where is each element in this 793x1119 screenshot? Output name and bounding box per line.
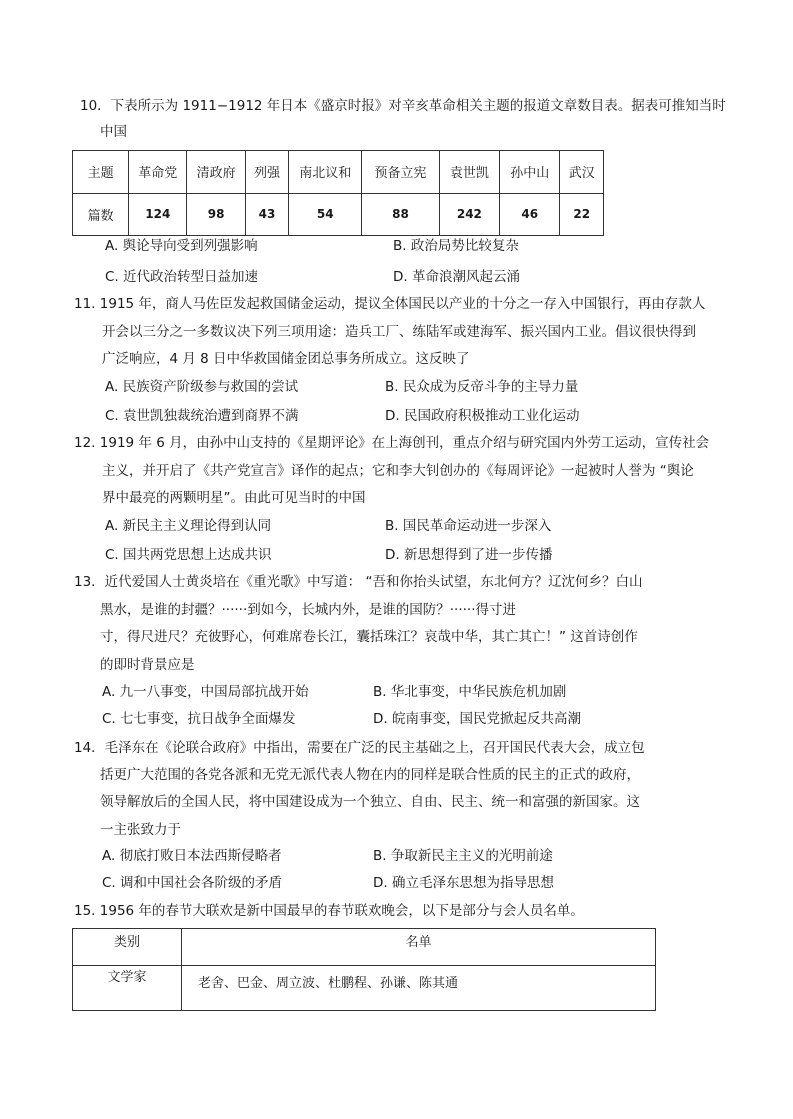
- q14-stem-line-1: 14．毛泽东在《论联合政府》中指出，需要在广泛的民主基础之上，召开国民代表大会，成立包: [74, 740, 645, 756]
- q13-stem-line-1: 13．近代爱国人士黄炎培在《重光歌》中写道： “吾和你抬头试望，东北何方？辽沈何乡？白山: [74, 574, 643, 590]
- q10-header-cell: 孙中山: [500, 151, 560, 194]
- q14-option-d: D. 确立毛泽东思想为指导思想: [373, 875, 554, 891]
- q14-stem-line-4: 一主张致力于: [100, 822, 181, 838]
- q15-table-row: [73, 966, 656, 1011]
- q10-table: [72, 150, 604, 236]
- q10-count-cell: 98: [187, 193, 245, 236]
- q10-stem-line-2: 中国: [100, 124, 127, 140]
- q12-option-a: A. 新民主主义理论得到认同: [105, 518, 272, 534]
- q14-option-a: A. 彻底打败日本法西斯侵略者: [102, 848, 282, 864]
- q13-stem-line-4: 的即时背景应是: [100, 657, 195, 673]
- q10-option-a: A. 舆论导向受到列强影响: [105, 238, 258, 254]
- q14-option-b: B. 争取新民主主义的光明前途: [373, 848, 553, 864]
- q12-stem-line-3: 界中最亮的两颗明星”。由此可见当时的中国: [102, 490, 366, 506]
- q10-header-cell: 袁世凯: [439, 151, 499, 194]
- q11-option-c: C. 袁世凯独裁统治遭到商界不满: [105, 408, 299, 424]
- q10-count-cell: 46: [500, 193, 560, 236]
- q15-table: [72, 928, 656, 1011]
- q15-table-header-row: [73, 929, 656, 966]
- q13-option-c: C. 七七事变，抗日战争全面爆发: [102, 711, 296, 727]
- q10-option-d: D. 革命浪潮风起云涌: [393, 269, 520, 285]
- q13-option-a: A. 九一八事变，中国局部抗战开始: [102, 684, 309, 700]
- q12-option-b: B. 国民革命运动进一步深入: [385, 518, 552, 534]
- q14-stem-line-2: 括更广大范围的各党各派和无党无派代表人物在内的同样是联合性质的民主的正式的政府，: [100, 767, 640, 783]
- q14-option-c: C. 调和中国社会各阶级的矛盾: [102, 875, 283, 891]
- q10-table-data-row: [73, 193, 604, 236]
- q11-stem-line-1: 11. 1915 年，商人马佐臣发起救国储金运动，提议全体国民以产业的十分之一存入中国银行，再由存款人: [74, 296, 706, 312]
- q10-count-cell: 124: [129, 193, 187, 236]
- q10-count-cell: 22: [560, 193, 604, 236]
- q11-stem-line-2: 开会以三分之一多数议决下列三项用途：造兵工厂、练陆军或建海军、振兴国内工业。倡议很快得到: [102, 324, 696, 340]
- q10-header-cell: 预备立宪: [362, 151, 439, 194]
- q10-count-cell: 43: [245, 193, 288, 236]
- q12-stem-line-2: 主义，并开启了《共产党宣言》译作的起点；它和李大钊创办的《每周评论》一起被时人誉为 “舆论: [102, 463, 694, 479]
- q10-count-cell: 88: [362, 193, 439, 236]
- q13-stem-line-3: 寸，得尺进尺？充彼野心，何难席卷长江，囊括珠江？哀哉中华，其亡其亡！” 这首诗创作: [100, 629, 638, 645]
- q12-option-d: D. 新思想得到了进一步传播: [385, 547, 553, 563]
- q12-option-c: C. 国共两党思想上达成共识: [105, 547, 272, 563]
- q11-option-a: A. 民族资产阶级参与救国的尝试: [105, 379, 299, 395]
- q10-header-cell: 清政府: [187, 151, 245, 194]
- q10-count-cell: 54: [289, 193, 362, 236]
- q15-header-names: 名单: [182, 929, 656, 966]
- q10-header-cell: 列强: [245, 151, 288, 194]
- q11-option-d: D. 民国政府积极推动工业化运动: [385, 408, 580, 424]
- q15-row-names: 老舍、巴金、周立波、杜鹏程、孙谦、陈其通: [182, 966, 656, 1011]
- q10-header-cell: 主题: [73, 151, 129, 194]
- q10-stem-line-1: 10．下表所示为 1911−1912 年日本《盛京时报》对辛亥革命相关主题的报道文章数目表。据表可推知当时: [80, 98, 726, 114]
- q14-stem-line-3: 领导解放后的全国人民，将中国建设成为一个独立、自由、民主、统一和富强的新国家。这: [100, 794, 640, 810]
- q10-header-cell: 南北议和: [289, 151, 362, 194]
- q10-option-c: C. 近代政治转型日益加速: [105, 269, 259, 285]
- q15-header-category: 类别: [73, 929, 182, 966]
- q10-table-header-row: [73, 151, 604, 194]
- q10-option-b: B. 政治局势比较复杂: [393, 238, 519, 254]
- q15-row-category: 文学家: [73, 966, 182, 1011]
- q11-option-b: B. 民众成为反帝斗争的主导力量: [385, 379, 579, 395]
- q13-option-d: D. 皖南事变，国民党掀起反共高潮: [373, 711, 581, 727]
- q12-stem-line-1: 12. 1919 年 6 月，由孙中山支持的《星期评论》在上海创刊，重点介绍与研究国内外劳工运动，宣传社会: [74, 435, 710, 451]
- q13-stem-line-2: 黑水，是谁的封疆？······到如今，长城内外，是谁的国防？······得寸进: [100, 602, 516, 618]
- q10-header-cell: 革命党: [129, 151, 187, 194]
- q13-option-b: B. 华北事变，中华民族危机加剧: [373, 684, 567, 700]
- q10-count-cell: 242: [439, 193, 499, 236]
- q15-stem: 15. 1956 年的春节大联欢是新中国最早的春节联欢晚会，以下是部分与会人员名单。: [74, 903, 584, 919]
- q11-stem-line-3: 广泛响应，4 月 8 日中华救国储金团总事务所成立。这反映了: [102, 351, 470, 367]
- q10-header-cell: 武汉: [560, 151, 604, 194]
- q10-row-label: 篇数: [73, 193, 129, 236]
